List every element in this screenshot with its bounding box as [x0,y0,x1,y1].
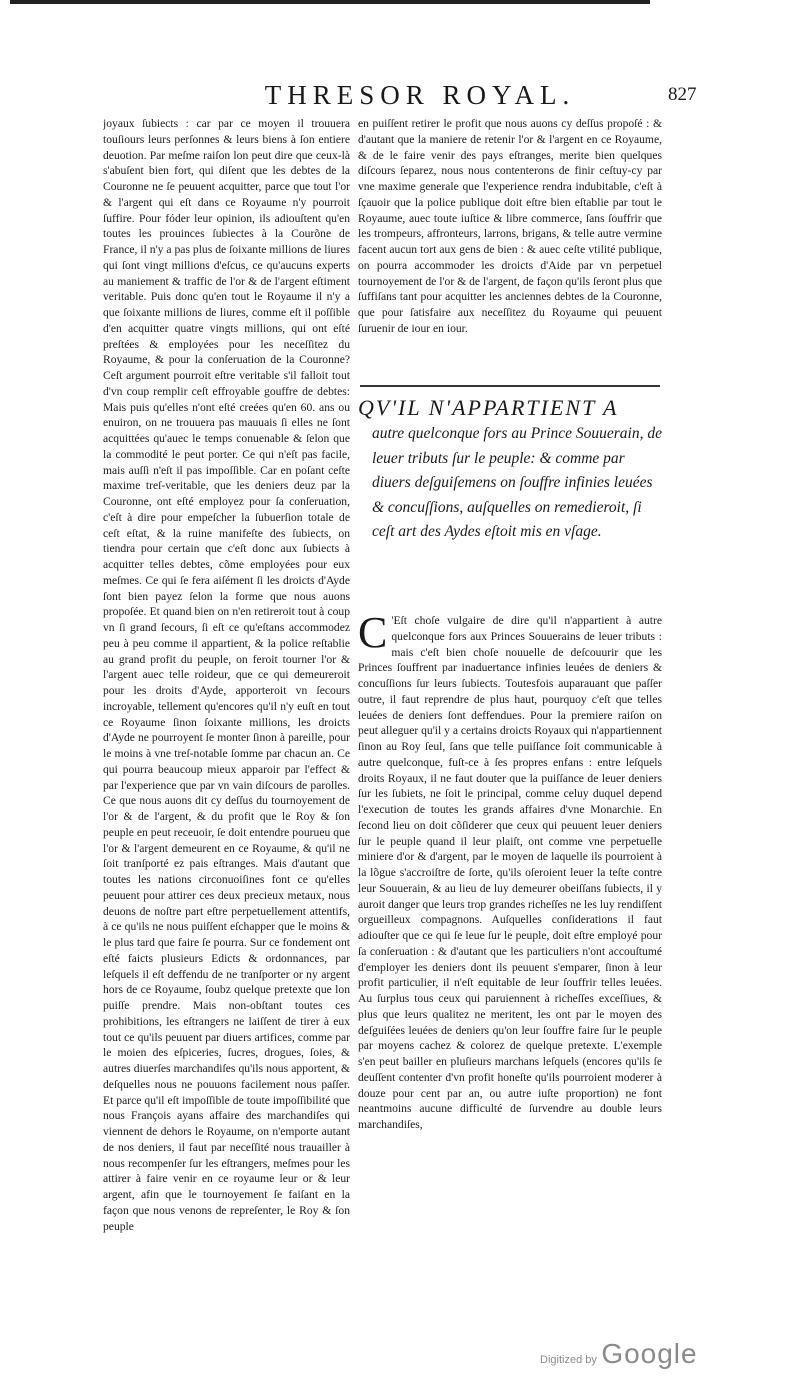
digitized-watermark [540,1338,698,1370]
section-divider [360,385,660,387]
left-column-text: joyaux ſubiects : car par ce moyen il trouuera touſiours leurs perſonnes & leurs biens à ſon entiere deuotion. Par meſme raiſon lon peut dire que ceux-là s'abuſent bien fort, qui diſent que les debtes de la Couronne ne ſe peuuent acquitter, parce que tout l'or & l'argent qui eſt dans ce Royaume n'y pourroit ſuffire. Pour fóder leur opinion, ils adiouſtent qu'en toutes les prouinces ſubiectes à la Courõne de France, il n'y a pas plus de ſoixante millions de liures qui ſont vingt millions d'eſcus, ce qu'aucuns experts au maniement & traffic de l'or & de l'argent eſtiment veritable. Puis donc qu'en tout le Royaume il n'y a que ſoixante millions de liures, comme eſt il poſſible d'en acquitter quatre vingts millions, qui ont eſté preſtées & employées pour les neceſſitez du Royaume, & pour la conſeruation de la Couronne? Ceſt argument pourroit eſtre veritable s'il falloit tout d'vn coup remplir ceſt effroyable gouffre de debtes: Mais puis qu'elles n'ont eſté creées qu'en 60. ans ou enuiron, on ne trouuera pas mauuais ſi elles ne ſont acquittées qu'auec le temps conuenable & ſelon que la commodité le peut porter. Ce qui n'eſt pas facile, mais auſſi n'eſt il pas impoſſible. Car en poſant ceſte maxime treſ-veritable, que les deniers deuz par la Couronne, ont eſté employez pour ſa conſeruation, c'eſt à dire pour empeſcher la ſubuerſion totale de ceſt eſtat, & la ruine manifeſte des ſubiects, on tiendra pour certain que c'eſt donc aux ſubiects à acquitter telles debtes, cõme employées pour eux meſmes. Ce qui ſe fera aiſément ſi les droicts d'Ayde ſont bien payez ſelon la forme que nous auons propoſée. Et quand bien on n'en retireroit tout à coup vn ſi grand ſecours, ſi eſt ce qu'eſtans accommodez peu à peu comme il appartient, & la police reſtablie au grand profit du peuple, on feroit tourner l'or & l'argent auec telle roideur, que ce qui demeureroit pour les droits d'Ayde, apporteroit vn ſecours incroyable, tellement qu'encores qu'il n'y euſt en tout ce Royaume ſinon ſoixante millions, les droicts d'Ayde ne pourroyent ſe monter ſinon à pareille, pour le moins à vne treſ-notable ſomme par chacun an. Ce qui pourra beaucoup mieux apparoir par l'effect & par l'experience que par vn vain diſcours de parolles. Ce que nous auons dit cy deſſus du tournoyement de l'or & de l'argent, & du profit que le Roy & ſon peuple en peut receuoir, ſe doit entendre pourueu que l'or & l'argent demeurent en ce Royaume, & qu'il ne ſoit tranſporté ez pais eſtranges. Mais d'autant que toutes les nations circonuoiſines font ce qu'elles peuuent pour attirer ces deux precieux metaux, nous deuons de noſtre part eſtre perpetuellement attentifs, à ce qu'ils ne nous puiſſent eſchapper que le moins & le plus tard que faire ſe pourra. Sur ce fondement ont eſté faicts plusieurs Edicts & ordonnances, par leſquels il eſt deffendu de ne tranſporter or ny argent hors de ce Royaume, ſoubz quelque pretexte que lon puiſſe prendre. Mais non-obſtant toutes ces prohibitions, les eſtrangers ne laiſſent de tirer à eux tout ce qu'ils peuuent par diuers artifices, comme par le moien des eſpiceries, ſucres, drogues, ſoies, & autres diuerſes marchandiſes qu'ils nous apportent, & deſquelles nous ne pouuons facilement nous paſſer. Et parce qu'il eſt impoſſible de toute impoſſibilité que nous François ayans affaire des marchandiſes qui viennent de dehors le Royaume, on n'emporte autant de nos deniers, il faut par neceſſité nous trauailler à nous recompenſer ſur les eſtrangers, meſmes pour les attirer à faire venir en ce royaume leur or & leur argent, afin que le tournoyement ſe faiſant en la façon que nous venons de repreſenter, le Roy & ſon peuple [103,117,350,1233]
section-title-caps: QV'IL N'APPARTIENT A [358,395,619,420]
right-column-bottom [358,613,662,1308]
top-rule [10,0,650,4]
digitized-label: Digitized by [540,1354,597,1366]
right-column-top-text: en puiſſent retirer le profit que nous auons cy deſſus propoſé : & d'autant que la maniere de retenir l'or & l'argent en ce Royaume, & de le faire venir des pays eſtranges, merite bien quelques diſcours ſeparez, nous nous contenterons de finir ceſtuy-cy par vne maxime generale que l'experience rendra indubitable, c'eſt à ſçauoir que la police publique doit eſtre bien eſtablie par tout le Royaume, auec toute iuſtice & libre commerce, ſans ſouffrir que les trompeurs, affronteurs, larrons, brigans, & telle autre vermine facent aucun tort aux gens de bien : & auec ceſte vtilité publique, on pourra accommoder les droicts d'Aide par vn perpetuel tournoyement de l'or & de l'argent, de façon qu'ils ſeront plus que ſuffiſans tant pour acquitter les anciennes debtes de la Couronne, que pour ſatisfaire aux neceſſitez du Royaume qui peuuent ſuruenir de iour en iour. [358,117,662,335]
drop-cap: C [358,613,388,657]
left-column [103,116,350,1372]
right-column-bottom-text: 'Eſt choſe vulgaire de dire qu'il n'appartient à autre quelconque fors aux Princes Souuerains de leuer tributs : mais c'eſt bien choſe nouuelle de deſcouurir que les Princes ſouffrent par inaduertance infinies leuées de deniers & concuſſions ſur leurs ſubiects. Toutesfois auparauant que paſſer outre, il faut reprendre de plus haut, pourquoy c'eſt que telles leuées de deniers ſont deffendues. Pour la premiere raiſon on peut alleguer qu'il y a certains droicts Royaux qui n'appartiennent ſinon au Roy ſeul, ſans que telle puiſſance ſoit communicable à autre quelconque, fuſt-ce à ſes propres enfans : entre leſquels droits Royaux, il ne faut douter que la puiſſance de leuer deniers ſur les ſubiets, ne ſoit le principal, comme celuy duquel depend l'execution de toutes les grands affaires d'vne Monarchie. En ſecond lieu on doit cõſiderer que ceux qui peuuent leuer deniers ſur le peuple quand il leur plaiſt, ont comme vne perpetuelle miniere d'or & d'argent, par le moyen de laquelle ils pourroient à la lõgue s'accroiſtre de ſorte, qu'ils oſeroient leuer la teſte contre leur Souuerain, & au lieu de luy demeurer obeiſſans ſubiects, il y auroit danger que leurs trop grandes richeſſes ne les luy rendiſſent orgueilleux compagnons. Auſquelles conſiderations il faut adiouſter que ce qui ſe leue ſur le peuple, doit eſtre employé pour ſa conſeruation : & d'autant que les particuliers n'ont accouſtumé d'employer les deniers dont ils peuuent s'emparer, ſinon à leur profit particulier, il n'eſt equitable de leur ſouffrir telles leuées. Au ſurplus tous ceux qui paruiennent à richeſſes exceſſiues, & plus que leurs qualitez ne meritent, les ont par le moyen des deſguiſées leuées de deniers qu'on leur ſouffre faire ſur le peuple par moyens cachez & colorez de quelque pretexte. L'exemple s'en peut bailler en pluſieurs marchans leſquels (encores qu'ils ſe deuſſent contenter d'vn profit honeſte qu'ils pourroient moderer à douze pour cent par an, ou autre iuſte proportion) ne font neantmoins aucune difficulté de ſurvendre au double leurs marchandiſes, [358,614,662,1131]
google-brand: Google [601,1338,698,1369]
right-column-top [358,116,662,376]
page-number: 827 [668,84,697,105]
running-title: THRESOR ROYAL. [264,80,576,110]
section-title-rest: autre quelconque fors au Prince Souuerain, de leuer tributs ſur le peuple: & comme par diuers deſguiſemens on ſouffre infinies leuées & concuſſions, auſquelles on remedieroit, ſi ceſt art des Aydes eſtoit mis en vſage. [372,425,662,540]
